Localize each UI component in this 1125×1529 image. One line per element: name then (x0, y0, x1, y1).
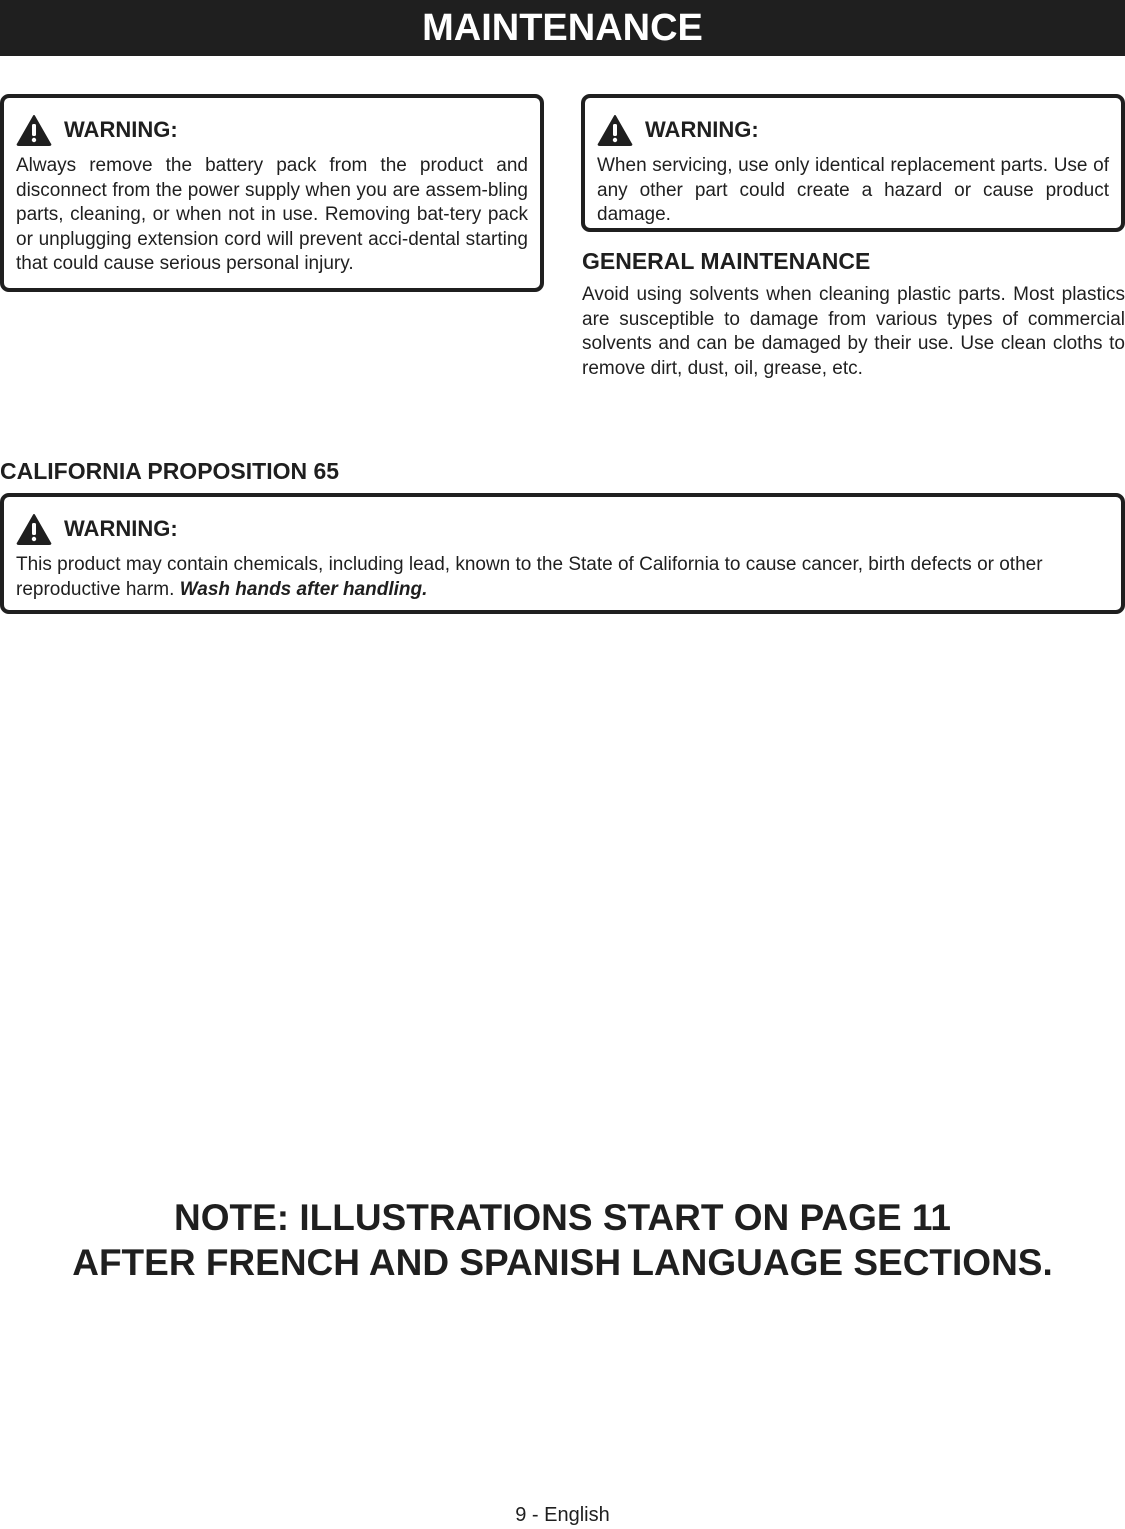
california-prop-65-heading: CALIFORNIA PROPOSITION 65 (0, 458, 340, 484)
warning-label: WARNING: (64, 117, 178, 142)
general-maintenance-text: Avoid using solvents when cleaning plastic parts. Most plastics are susceptible to damage from various types of commercial solvents and can be damaged by their use. Use clean cloths to remove dirt, dust, oil, grease, etc. (582, 284, 1125, 379)
page-title: MAINTENANCE (0, 0, 1125, 56)
warning-battery-box (0, 94, 544, 292)
note-line-1: NOTE: ILLUSTRATIONS START ON PAGE 11 (173, 1197, 952, 1238)
warning-title-row (16, 515, 1109, 543)
warning-label: WARNING: (645, 117, 759, 142)
warning-text (16, 553, 1109, 602)
warning-triangle-icon (16, 114, 52, 146)
warning-body: This product may contain chemicals, including lead, known to the State of California to cause cancer, birth defects or other reproductive harm. (16, 554, 1043, 600)
warning-label: WARNING: (64, 516, 178, 541)
general-maintenance-heading: GENERAL MAINTENANCE (582, 248, 871, 274)
warning-text: Always remove the battery pack from the product and disconnect from the power supply when you are assem-bling parts, cleaning, or when not in use. Removing bat-tery pack or unplugging extension cord will prevent acci-dental starting that could cause serious personal injury. (16, 155, 528, 274)
warning-parts-box (581, 94, 1125, 232)
warning-title-row (597, 116, 1109, 144)
warning-text: When servicing, use only identical replacement parts. Use of any other part could create a hazard or cause product damage. (597, 155, 1109, 225)
page-footer: 9 - English (515, 1504, 610, 1526)
warning-emphasis: Wash hands after handling. (179, 578, 428, 600)
warning-california-box (0, 493, 1125, 614)
warning-triangle-icon (16, 513, 52, 545)
illustrations-note (0, 1195, 1125, 1285)
warning-triangle-icon (597, 114, 633, 146)
note-line-2: AFTER FRENCH AND SPANISH LANGUAGE SECTIONS. (72, 1242, 1053, 1283)
warning-title-row (16, 116, 528, 144)
